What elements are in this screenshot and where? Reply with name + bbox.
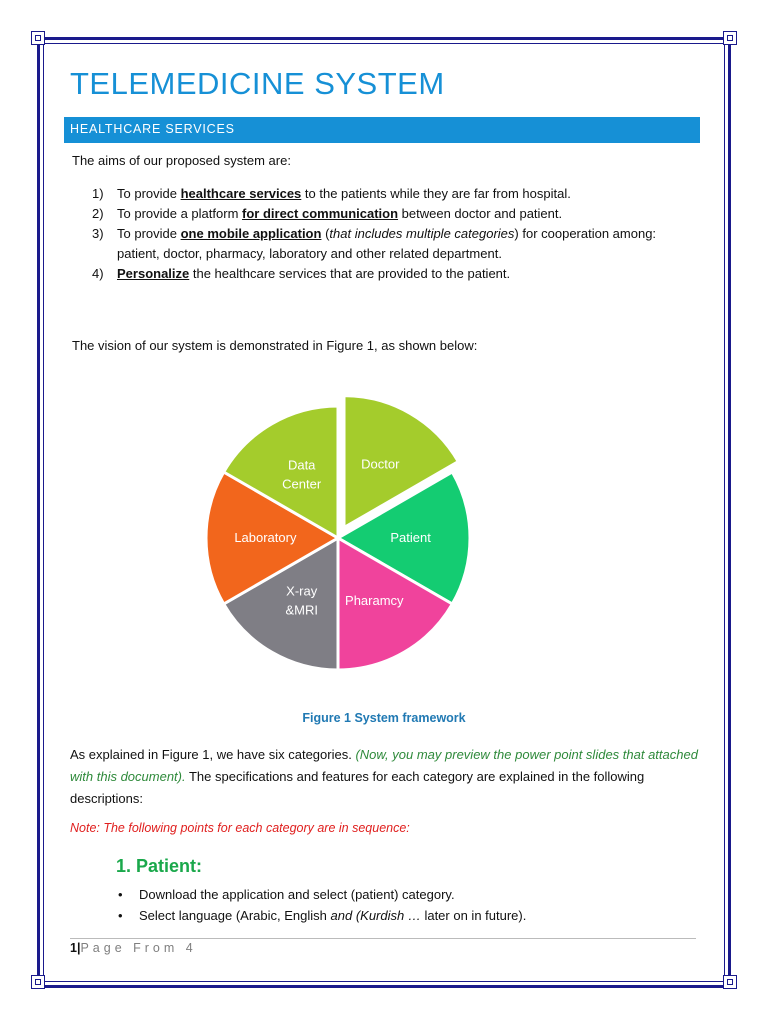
figure-caption: Figure 1 System framework [302,711,466,725]
aims-intro: The aims of our proposed system are: [72,153,291,168]
aims-list-item [92,224,702,264]
border-corner-ornament [723,975,737,989]
page-count-text: Page From 4 [80,941,197,955]
list-item-text: later on in future). [424,908,527,923]
sequence-note: Note: The following points for each category are in sequence: [70,821,410,835]
aim-text: ) for cooperation among: patient, doctor, pharmacy, laboratory and other related department. [117,226,657,261]
explanation-text: As explained in Figure 1, we have six categories. [70,747,356,762]
explanation-text: The specifications and features for each category are explained in the following descriptions: [70,769,645,806]
aims-list-item [92,264,702,284]
aims-list-item [92,184,702,204]
pie-slice-label: Pharamcy [345,592,404,608]
pie-slice-label: Data Center [282,457,322,492]
footer-divider [70,938,696,939]
pie-slice-label: X-ray &MRI [285,583,318,618]
pie-slice-label: Doctor [361,456,400,472]
border-corner-ornament [31,975,45,989]
explanation-paragraph [70,744,702,810]
aims-list [92,184,702,284]
system-framework-pie-chart [195,380,485,690]
list-item-text: Select language (Arabic, English [139,908,331,923]
aim-text: To provide [117,186,181,201]
list-item [116,905,706,926]
section-heading: HEALTHCARE SERVICES [70,122,235,136]
aim-text: To provide a platform [117,206,243,221]
aim-emphasis: Personalize [117,266,190,281]
list-item: • Download the application and select (patient) category. [116,884,706,905]
footer-separator: | [76,941,81,955]
list-number: 4) [92,266,104,281]
aim-text: between doctor and patient. [398,206,563,221]
aim-text: to the patients while they are far from hospital. [301,186,571,201]
document-title: TELEMEDICINE SYSTEM [70,66,445,101]
aim-text: ( [321,226,330,241]
aim-text: To provide [117,226,181,241]
patient-heading: 1. Patient: [116,856,203,876]
list-item-italic: and (Kurdish … [330,908,425,923]
vision-text: The vision of our system is demonstrated in Figure 1, as shown below: [72,338,478,353]
pie-slice-label: Laboratory [234,530,297,545]
list-number: 1) [92,186,104,201]
border-corner-ornament [723,31,737,45]
aim-emphasis: for direct communication [242,206,399,221]
border-corner-ornament [31,31,45,45]
section-heading-band [64,117,700,143]
aim-italic: that includes multiple categories [329,226,515,241]
aim-emphasis: healthcare services [180,186,302,201]
pie-slice-label: Patient [390,530,431,545]
aim-text: the healthcare services that are provided to the patient. [189,266,511,281]
aim-emphasis: one mobile application [180,226,322,241]
aims-list-item [92,204,702,224]
explanation-green-note: (Now, you may preview the power point slides that attached with this document). [70,747,698,784]
page-number: 1 [70,941,77,955]
list-number: 3) [92,226,104,241]
list-number: 2) [92,206,104,221]
page-footer [70,941,197,955]
patient-points-list [116,884,706,926]
